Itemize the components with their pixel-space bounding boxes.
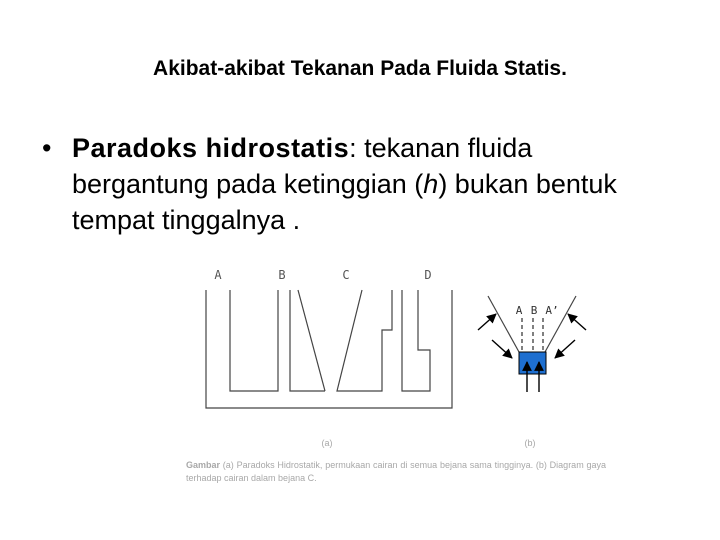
panel-label-b: (b) xyxy=(524,438,536,448)
caption-label: Gambar xyxy=(186,460,221,470)
vessel-outer-wall xyxy=(206,290,452,408)
slide-title: Akibat-akibat Tekanan Pada Fluida Statis. xyxy=(153,57,567,80)
force-arrow-lower-right xyxy=(555,340,575,358)
fluid-column xyxy=(519,352,546,374)
bullet-marker: • xyxy=(42,133,52,163)
force-arrow-upper-left xyxy=(478,314,496,330)
force-label-a: A xyxy=(515,304,523,317)
force-label-b: B xyxy=(530,304,538,317)
vessel-c-left-wall xyxy=(337,290,392,391)
force-arrow-lower-left xyxy=(492,340,512,358)
force-label-a-prime: A’ xyxy=(545,304,559,317)
vessel-label-a: A xyxy=(214,268,222,282)
definition-part-1: : tekanan fluida bergantung pada ketinggian ( xyxy=(72,133,533,199)
connected-vessels-diagram xyxy=(206,290,452,408)
panel-label-a: (a) xyxy=(321,438,333,448)
vessel-d-wall xyxy=(402,290,430,391)
vessel-b-left-wall xyxy=(290,290,325,391)
definition-part-2: ) bukan bentuk tempat tinggalnya . xyxy=(72,169,617,235)
vessel-a-inner-wall xyxy=(230,290,278,391)
height-symbol: h xyxy=(423,169,439,199)
caption-text: (a) Paradoks Hidrostatik, permukaan cairan di semua bejana sama tingginya. (b) Diagram gaya terhadap cairan dalam bejana C. xyxy=(186,460,606,483)
vessel-label-d: D xyxy=(424,268,432,282)
figure-caption xyxy=(186,459,606,485)
vessel-label-c: C xyxy=(342,268,350,282)
vessel-label-b: B xyxy=(278,268,286,282)
force-arrow-upper-right xyxy=(568,314,586,330)
vessel-b-slant-wall xyxy=(298,290,325,391)
funnel-left-edge xyxy=(488,296,519,352)
term-paradoks-hidrostatis: Paradoks hidrostatis xyxy=(72,133,350,163)
